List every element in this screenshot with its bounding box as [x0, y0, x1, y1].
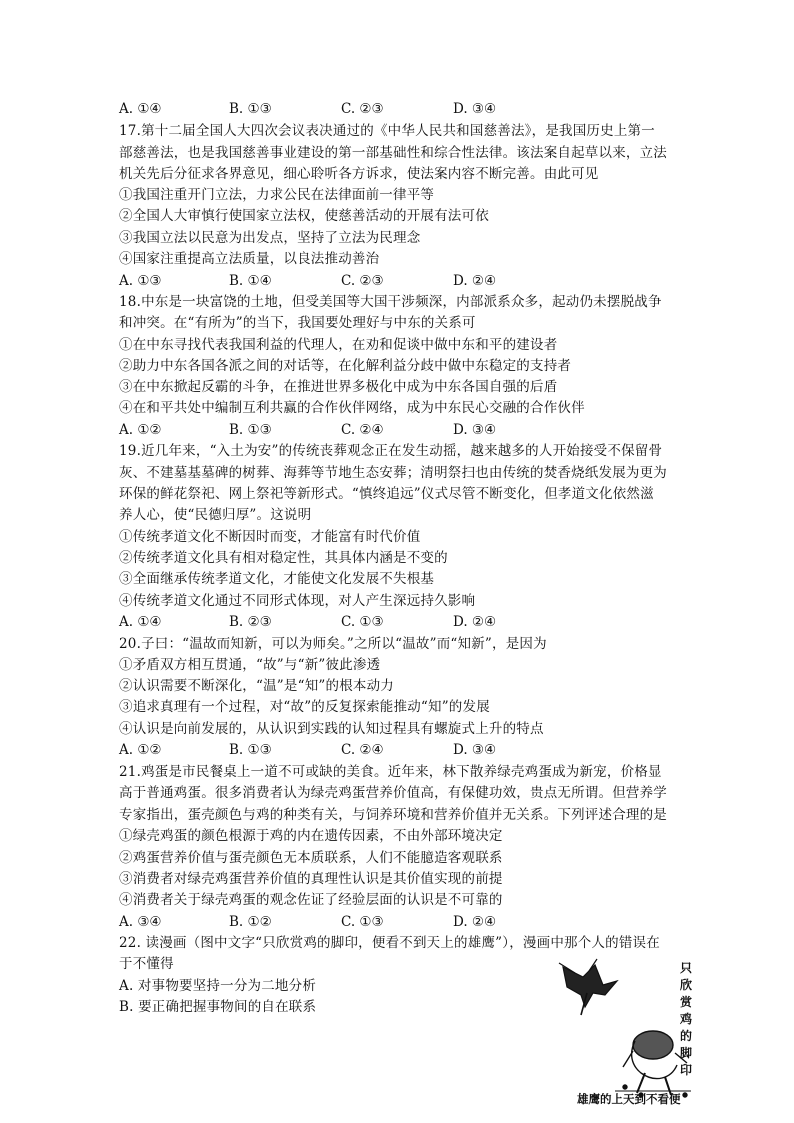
- q19-stem: 灰、不建墓基墓碑的树葬、海葬等节地生态安葬；清明祭扫也由传统的焚香烧纸发展为更为: [119, 465, 667, 481]
- option-d: D. ②④: [453, 614, 497, 630]
- option-a: A. ①④: [119, 614, 162, 630]
- q21-choice: ②鸡蛋营养价值与蛋壳颜色无本质联系，人们不能臆造客观联系: [119, 850, 503, 866]
- option-c: C. ②③: [341, 273, 384, 289]
- option-d: D. ③④: [453, 422, 497, 438]
- option-b: B. ①③: [229, 742, 272, 758]
- option-b: B. ①③: [229, 422, 272, 438]
- q19-stem: 环保的鲜花祭祀、网上祭祀等新形式。“慎终追远”仪式尽管不断变化，但孝道文化依然滋: [119, 486, 654, 502]
- q17-choice: ④国家注重提高立法质量，以良法推动善治: [119, 251, 380, 267]
- cartoon-vertical-caption: 只欣赏鸡的脚印: [679, 961, 692, 1077]
- q18-stem: 18.中东是一块富饶的土地，但受美国等大国干涉频深，内部派系众多，起动仍未摆脱战争: [119, 294, 662, 310]
- q20-stem: 20.子曰：“温故而知新，可以为师矣。”之所以“温故”而“知新”，是因为: [119, 636, 547, 652]
- q19-choice: ③全面继承传统孝道文化，才能使文化发展不失根基: [119, 571, 435, 587]
- q22-option-a: A. 对事物要坚持一分为二地分析: [119, 978, 317, 994]
- q17-choice: ①我国注重开门立法，力求公民在法律面前一律平等: [119, 187, 435, 203]
- q20-choice: ②认识需要不断深化，“温”是“知”的根本动力: [119, 678, 395, 694]
- q21-stem: 21.鸡蛋是市民餐桌上一道不可或缺的美食。近年来，林下散养绿壳鸡蛋成为新宠，价格显: [119, 764, 662, 780]
- cartoon-illustration: [545, 955, 745, 1105]
- q20-choice: ③追求真理有一个过程，对“故”的反复探索能推动“知”的发展: [119, 699, 490, 715]
- option-a: A. ①③: [119, 273, 162, 289]
- q17-choice: ③我国立法以民意为出发点，坚持了立法为民理念: [119, 230, 421, 246]
- q19-stem: 养人心，使“民德归厚”。这说明: [119, 507, 312, 523]
- q18-choice: ④在和平共处中编制互利共赢的合作伙伴网络，成为中东民心交融的合作伙伴: [119, 400, 585, 416]
- q18-choice: ②助力中东各国各派之间的对话等，在化解利益分歧中做中东稳定的支持者: [119, 358, 572, 374]
- q19-stem: 19.近几年来，“入土为安”的传统丧葬观念正在发生动摇，越来越多的人开始接受不保留骨: [119, 443, 663, 459]
- option-d: D. ③④: [453, 101, 497, 117]
- q22-stem: 于不懂得: [119, 956, 174, 972]
- option-c: C. ②③: [341, 101, 384, 117]
- q18-choice: ①在中东寻找代表我国利益的代理人，在劝和促谈中做中东和平的建设者: [119, 337, 558, 353]
- q21-choice: ③消费者对绿壳鸡蛋营养价值的真理性认识是其价值实现的前提: [119, 871, 503, 887]
- option-a: A. ①②: [119, 742, 162, 758]
- q21-choice: ④消费者关于绿壳鸡蛋的观念佐证了经验层面的认识是不可靠的: [119, 892, 503, 908]
- option-c: C. ①③: [341, 614, 384, 630]
- q17-stem: 部慈善法，也是我国慈善事业建设的第一部基础性和综合性法律。该法案自起草以来，立法: [119, 145, 667, 161]
- option-a: A. ③④: [119, 914, 162, 930]
- q19-choice: ②传统孝道文化具有相对稳定性，其具体内涵是不变的: [119, 550, 448, 566]
- option-b: B. ②③: [229, 614, 272, 630]
- option-c: C. ①③: [341, 914, 384, 930]
- q22-stem: 22. 读漫画（图中文字“只欣赏鸡的脚印，便看不到天上的雄鹰”），漫画中那个人的错误在: [119, 935, 660, 951]
- q21-stem: 专家指出，蛋壳颜色与鸡的种类有关，与饲养环境和营养价值并无关系。下列评述合理的是: [119, 807, 667, 823]
- q18-choice: ③在中东掀起反霸的斗争，在推进世界多极化中成为中东各国自强的后盾: [119, 379, 558, 395]
- q17-stem: 机关先后分征求各界意见，细心聆听各方诉求，使法案内容不断完善。由此可见: [119, 166, 599, 182]
- eagle-drawing: [559, 959, 617, 1015]
- option-d: D. ②④: [453, 273, 497, 289]
- option-d: D. ②④: [453, 914, 497, 930]
- q17-choice: ②全国人大审慎行使国家立法权，使慈善活动的开展有法可依: [119, 208, 489, 224]
- q18-stem: 和冲突。在“有所为”的当下，我国要处理好与中东的关系可: [119, 315, 476, 331]
- q17-stem: 17.第十二届全国人大四次会议表决通过的《中华人民共和国慈善法》，是我国历史上第一: [119, 123, 655, 139]
- q21-stem: 高于普通鸡蛋。很多消费者认为绿壳鸡蛋营养价值高，有保健功效，贵点无所谓。但营养学: [119, 785, 667, 801]
- q20-choice: ①矛盾双方相互贯通，“故”与“新”彼此渗透: [119, 657, 381, 673]
- option-c: C. ②④: [341, 422, 384, 438]
- option-a: A. ①②: [119, 422, 162, 438]
- cartoon-horizontal-caption: 雄鹰的上天到不看便: [577, 1092, 681, 1106]
- q22-option-b: B. 要正确把握事物间的自在联系: [119, 999, 317, 1015]
- option-b: B. ①④: [229, 273, 272, 289]
- q21-choice: ①绿壳鸡蛋的颜色根源于鸡的内在遗传因素，不由外部环境决定: [119, 828, 503, 844]
- option-c: C. ②④: [341, 742, 384, 758]
- option-d: D. ③④: [453, 742, 497, 758]
- option-b: B. ①③: [229, 101, 272, 117]
- q19-choice: ④传统孝道文化通过不同形式体现，对人产生深远持久影响: [119, 593, 476, 609]
- option-a: A. ①④: [119, 101, 162, 117]
- q19-choice: ①传统孝道文化不断因时而变，才能富有时代价值: [119, 529, 421, 545]
- option-b: B. ①②: [229, 914, 272, 930]
- q20-choice: ④认识是向前发展的，从认识到实践的认知过程具有螺旋式上升的特点: [119, 721, 544, 737]
